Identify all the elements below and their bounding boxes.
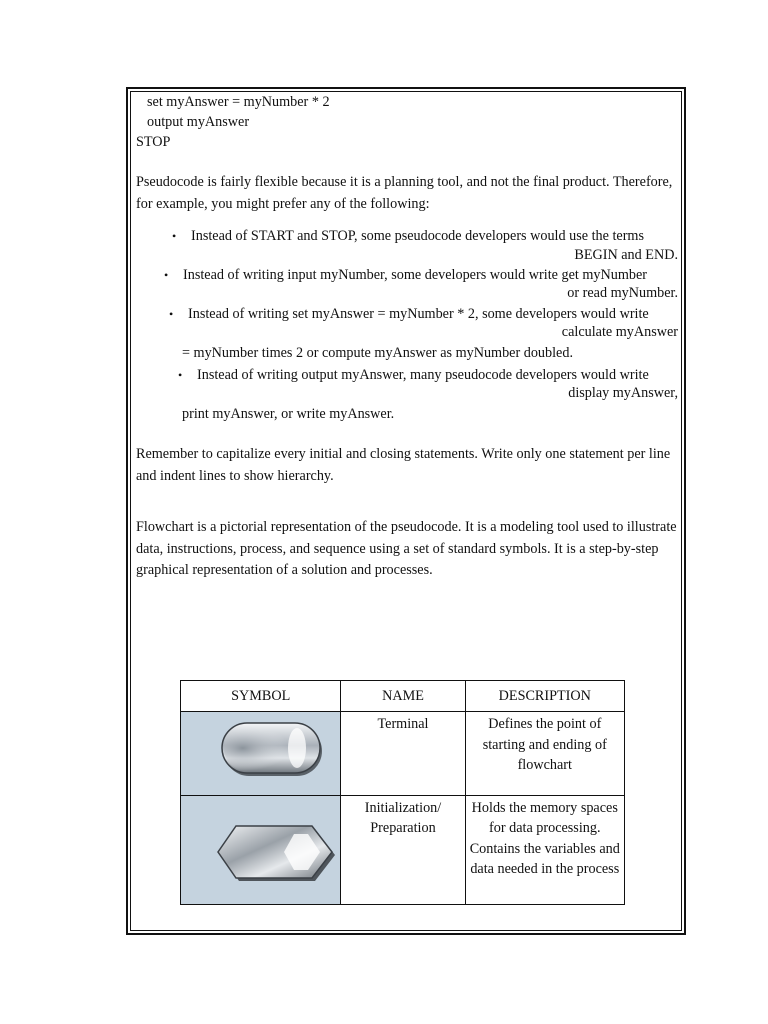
bullet-dot: • bbox=[164, 268, 169, 282]
bullet-3-line-2: calculate myAnswer bbox=[561, 324, 678, 340]
remember-paragraph: Remember to capitalize every initial and closing statements. Write only one statement per line and indent lines to show hierarchy. bbox=[136, 446, 671, 484]
bullet-4-line-1: Instead of writing output myAnswer, many pseudocode developers would write bbox=[197, 367, 649, 383]
bullet-dot: • bbox=[172, 229, 177, 243]
bullet-1-line-1: Instead of START and STOP, some pseudocode developers would use the terms bbox=[191, 228, 644, 244]
code-line-1: set myAnswer = myNumber * 2 bbox=[147, 94, 330, 110]
symbol-cell bbox=[181, 712, 341, 796]
header-name: NAME bbox=[341, 681, 465, 712]
terminal-shape-icon bbox=[182, 712, 340, 788]
bullet-2-line-2: or read myNumber. bbox=[567, 285, 678, 301]
description-cell: Holds the memory spaces for data processing. Contains the variables and data needed in the process bbox=[465, 795, 624, 905]
bullet-4-line-2: display myAnswer, bbox=[568, 385, 678, 401]
bullet-3-line-3: = myNumber times 2 or compute myAnswer as myNumber doubled. bbox=[182, 345, 573, 361]
table-row bbox=[181, 795, 625, 905]
header-symbol: SYMBOL bbox=[181, 681, 341, 712]
bullet-1-line-2: BEGIN and END. bbox=[574, 247, 678, 263]
name-cell: Initialization/ Preparation bbox=[341, 795, 465, 905]
name-cell: Terminal bbox=[341, 712, 465, 796]
intro-paragraph: Pseudocode is fairly flexible because it is a planning tool, and not the final product. Therefore, for example, you might prefer any of the following: bbox=[136, 174, 673, 212]
bullet-dot: • bbox=[169, 307, 174, 321]
bullet-2-line-1: Instead of writing input myNumber, some developers would write get myNumber bbox=[183, 267, 647, 283]
flowchart-symbol-table bbox=[180, 680, 625, 905]
code-line-2: output myAnswer bbox=[147, 114, 250, 130]
header-description: DESCRIPTION bbox=[465, 681, 624, 712]
bullet-dot: • bbox=[178, 368, 183, 382]
bullet-3-line-1: Instead of writing set myAnswer = myNumber * 2, some developers would write bbox=[188, 306, 649, 322]
symbol-cell bbox=[181, 795, 341, 905]
flowchart-paragraph: Flowchart is a pictorial representation of the pseudocode. It is a modeling tool used to illustrate data, instructions, process, and sequence using a set of standard symbols. It is a step-by-step graphical representation of a solution and processes. bbox=[136, 519, 677, 578]
preparation-hexagon-icon bbox=[182, 796, 340, 898]
table-header-row bbox=[181, 681, 625, 712]
bullet-4-line-3: print myAnswer, or write myAnswer. bbox=[182, 406, 395, 422]
description-cell: Defines the point of starting and ending of flowchart bbox=[465, 712, 624, 796]
code-line-3: STOP bbox=[136, 134, 171, 150]
table-row bbox=[181, 712, 625, 796]
